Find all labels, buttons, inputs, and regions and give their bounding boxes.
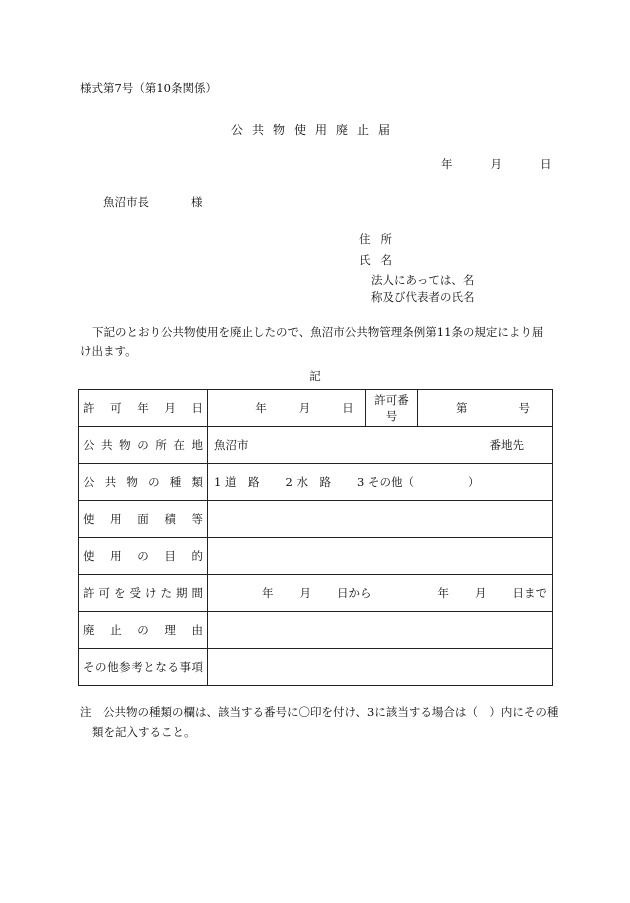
table-row	[79, 649, 553, 686]
form-table	[78, 389, 553, 686]
permit-number-prefix: 第	[456, 401, 468, 415]
permit-date-day: 日	[342, 401, 354, 415]
period-start-day: 日から	[337, 586, 372, 600]
type-label: 公共物の種類	[79, 464, 208, 501]
area-field[interactable]	[208, 501, 553, 538]
period-end-month: 月	[475, 586, 487, 600]
date-year-label: 年	[441, 157, 453, 171]
table-row	[79, 575, 553, 612]
permit-date-year: 年	[255, 401, 267, 415]
table-row	[79, 390, 553, 427]
period-start-month: 月	[299, 586, 311, 600]
type-option-waterway[interactable]: 2 水 路	[285, 475, 331, 489]
purpose-field[interactable]	[208, 538, 553, 575]
date-day-label: 日	[540, 157, 552, 171]
other-label: その他参考となる事項	[79, 649, 208, 686]
table-row	[79, 427, 553, 464]
address-label: 住所	[359, 232, 402, 246]
location-suffix: 番地先	[489, 438, 524, 452]
permit-date-field[interactable]	[208, 390, 366, 427]
table-row	[79, 612, 553, 649]
permit-number-field[interactable]	[418, 390, 553, 427]
reason-label: 廃止の理由	[79, 612, 208, 649]
note-line2: 類を記入すること。	[92, 725, 196, 739]
location-field[interactable]	[208, 427, 553, 464]
document-title: 公共物使用廃止届	[230, 123, 399, 137]
type-option-road[interactable]: 1 道 路	[214, 475, 260, 489]
other-field[interactable]	[208, 649, 553, 686]
date-month-label: 月	[490, 157, 502, 171]
recipient-honorific: 様	[191, 195, 203, 209]
purpose-label: 使用の目的	[79, 538, 208, 575]
location-city: 魚沼市	[214, 438, 249, 452]
recipient-name: 魚沼市長	[103, 195, 149, 209]
permit-date-label: 許可年月日	[79, 390, 208, 427]
corporate-note-line1: 法人にあっては、名	[371, 273, 475, 287]
form-number: 様式第7号（第10条関係）	[80, 81, 217, 95]
period-field[interactable]	[208, 575, 553, 612]
table-row	[79, 464, 553, 501]
body-text-line2: け出ます。	[80, 344, 137, 358]
type-option-other[interactable]	[357, 474, 479, 490]
type-option-other-label: 3 その他（	[356, 475, 414, 489]
corporate-note-line2: 称及び代表者の氏名	[371, 290, 475, 304]
type-option-other-close: ）	[467, 475, 480, 489]
area-label: 使用面積等	[79, 501, 208, 538]
period-end-year: 年	[437, 586, 449, 600]
reason-field[interactable]	[208, 612, 553, 649]
body-text-line1: 下記のとおり公共物使用を廃止したので、魚沼市公共物管理条例第11条の規定により届	[92, 325, 544, 339]
ki-heading: 記	[309, 369, 321, 383]
permit-date-month: 月	[298, 401, 311, 415]
recipient	[103, 194, 203, 210]
location-label: 公共物の所在地	[79, 427, 208, 464]
name-label: 氏名	[359, 253, 402, 267]
type-field[interactable]	[208, 464, 553, 501]
period-end-day: 日まで	[512, 586, 547, 600]
submission-date	[441, 156, 552, 172]
table-row	[79, 501, 553, 538]
period-label: 許可を受けた期間	[79, 575, 208, 612]
table-row	[79, 538, 553, 575]
permit-number-suffix: 号	[518, 401, 530, 415]
permit-number-label: 許可番号	[366, 390, 418, 427]
period-start-year: 年	[262, 586, 274, 600]
note-line1: 注 公共物の種類の欄は、該当する番号に〇印を付け、3に該当する場合は（ ）内にその種	[80, 705, 559, 719]
